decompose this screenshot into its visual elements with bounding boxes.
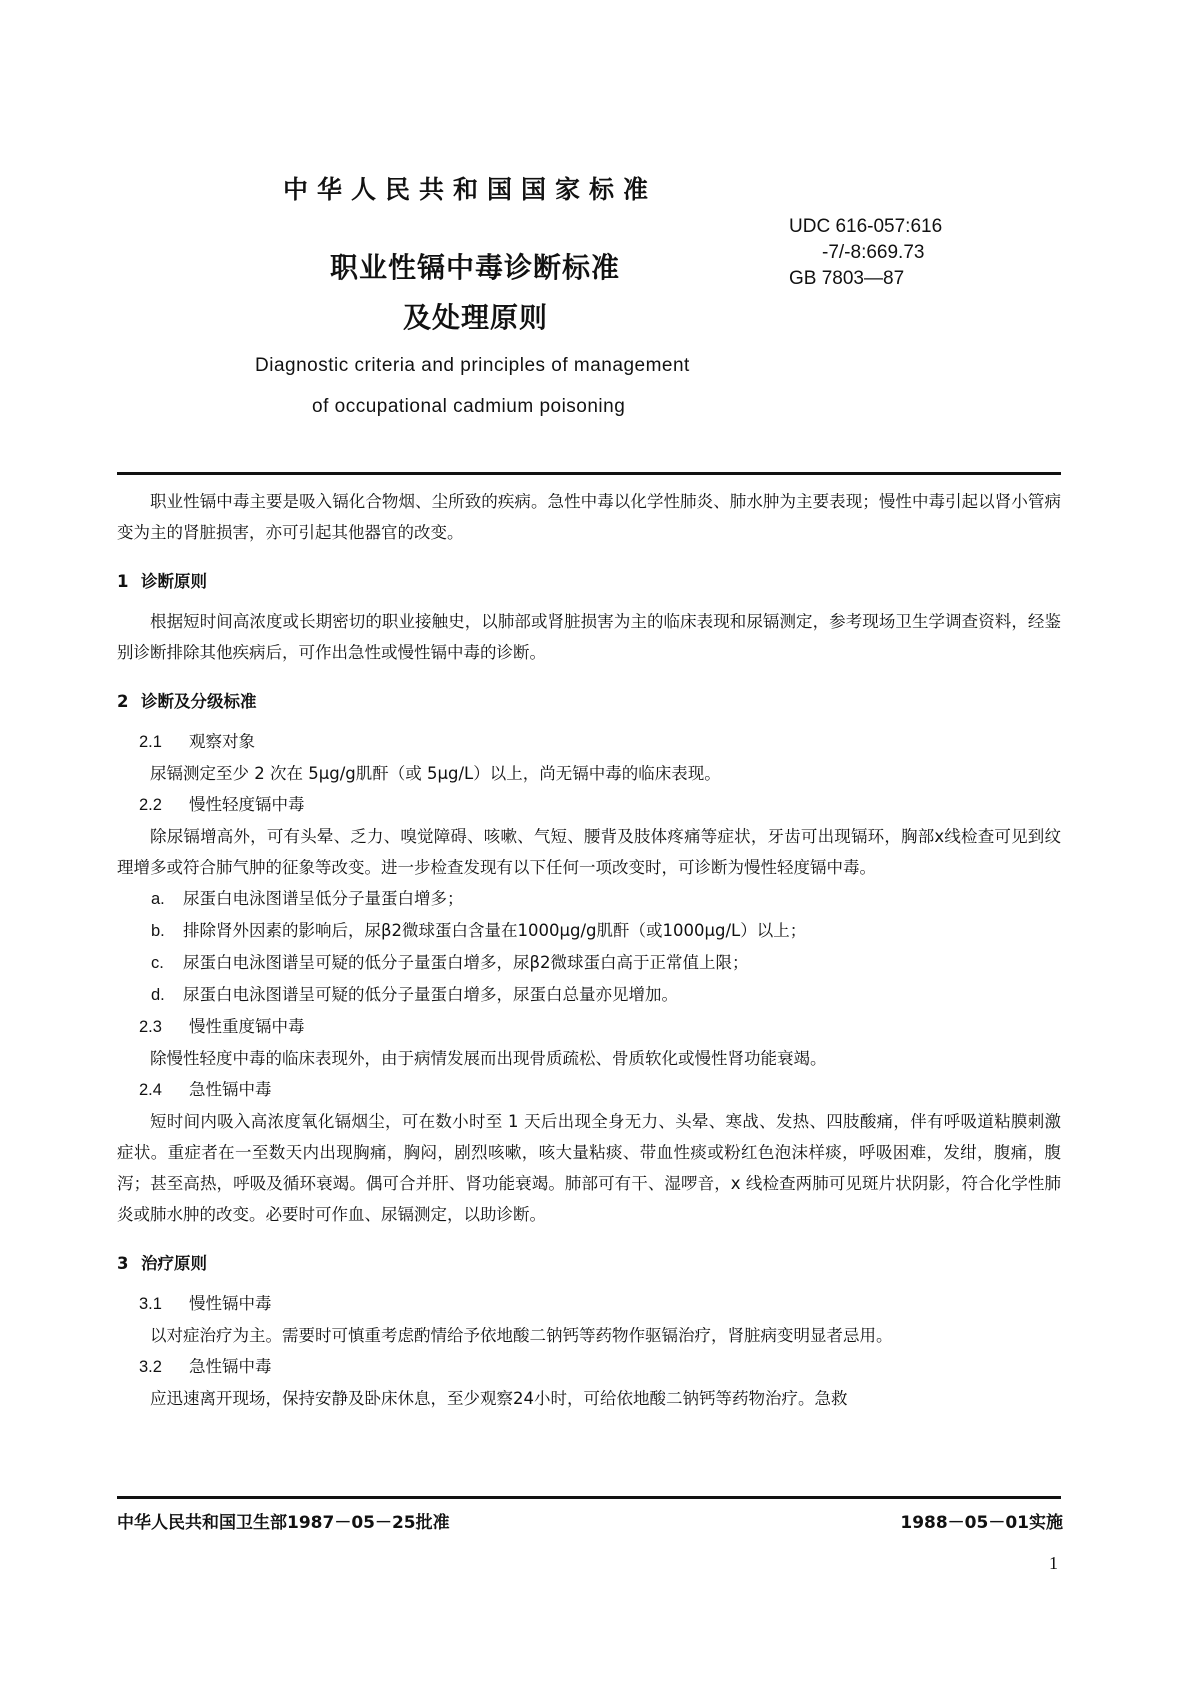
- document-title-line2: 及处理原则: [403, 301, 549, 334]
- section-title: 治疗原则: [141, 1254, 207, 1273]
- classification-codes: [789, 214, 942, 292]
- header-divider: [117, 472, 1061, 475]
- subsection-3-2-heading: [117, 1351, 1061, 1383]
- subsection-title: 慢性轻度镉中毒: [189, 795, 305, 814]
- subsection-number: 2.2: [139, 796, 162, 814]
- approval-date: 中华人民共和国卫生部1987－05－25批准: [117, 1513, 450, 1533]
- section-number: 2: [117, 692, 129, 711]
- subsection-2-4-paragraph: 短时间内吸入高浓度氧化镉烟尘，可在数小时至 1 天后出现全身无力、头晕、寒战、发热、四肢酸痛，伴有呼吸道粘膜刺激症状。重症者在一至数天内出现胸痛，胸闷，剧烈咳嗽，咳大量粘痰、带血性痰或粉红色泡沫样痰，呼吸困难，发绀，腹痛，腹泻；甚至高热，呼吸及循环衰竭。偶可合并肝、肾功能衰竭。肺部可有干、湿啰音，x 线检查两肺可见斑片状阴影，符合化学性肺炎或肺水肿的改变。必要时可作血、尿镉测定，以助诊断。: [117, 1112, 1061, 1224]
- subsection-2-3-heading: [117, 1011, 1061, 1043]
- list-text: 尿蛋白电泳图谱呈可疑的低分子量蛋白增多，尿β2微球蛋白高于正常值上限；: [183, 953, 749, 972]
- subsection-number: 2.1: [139, 733, 162, 751]
- subsection-2-3-paragraph: 除慢性轻度中毒的临床表现外，由于病情发展而出现骨质疏松、骨质软化或慢性肾功能衰竭。: [150, 1049, 827, 1068]
- english-title-line1: Diagnostic criteria and principles of management: [255, 355, 690, 376]
- subsection-title: 急性镉中毒: [189, 1357, 272, 1376]
- section-2-heading: [117, 686, 1061, 717]
- standard-name: 中华人民共和国国家标准: [283, 175, 658, 204]
- section-1-paragraph: 根据短时间高浓度或长期密切的职业接触史，以肺部或肾脏损害为主的临床表现和尿镉测定，参考现场卫生学调查资料，经鉴别诊断排除其他疾病后，可作出急性或慢性镉中毒的诊断。: [117, 612, 1061, 662]
- section-number: 1: [117, 572, 129, 591]
- subsection-title: 慢性重度镉中毒: [189, 1017, 305, 1036]
- subsection-number: 3.2: [139, 1358, 162, 1376]
- document-body: [117, 486, 1061, 1414]
- subsection-2-4-heading: [117, 1074, 1061, 1106]
- english-title-line2: of occupational cadmium poisoning: [312, 396, 626, 417]
- footer-divider: [117, 1496, 1061, 1499]
- subsection-2-1-heading: [117, 726, 1061, 758]
- list-text: 尿蛋白电泳图谱呈低分子量蛋白增多；: [183, 889, 464, 908]
- list-marker: d.: [151, 986, 165, 1004]
- subsection-2-2-heading: [117, 789, 1061, 821]
- subsection-number: 2.3: [139, 1018, 162, 1036]
- subsection-number: 2.4: [139, 1081, 162, 1099]
- subsection-number: 3.1: [139, 1295, 162, 1313]
- section-1-heading: [117, 566, 1061, 597]
- list-item-a: [117, 883, 1061, 915]
- subsection-title: 慢性镉中毒: [189, 1294, 272, 1313]
- list-marker: b.: [151, 922, 165, 940]
- section-3-heading: [117, 1248, 1061, 1279]
- document-title-line1: 职业性镉中毒诊断标准: [330, 251, 621, 284]
- section-number: 3: [117, 1254, 129, 1273]
- implementation-date: 1988－05－01实施: [900, 1513, 1063, 1533]
- list-text: 排除肾外因素的影响后，尿β2微球蛋白含量在1000μg/g肌酐（或1000μg/L）以上；: [183, 921, 807, 940]
- subsection-3-1-heading: [117, 1288, 1061, 1320]
- list-marker: c.: [151, 954, 164, 972]
- list-text: 尿蛋白电泳图谱呈可疑的低分子量蛋白增多，尿蛋白总量亦见增加。: [183, 985, 678, 1004]
- subsection-2-1-paragraph: 尿镉测定至少 2 次在 5μg/g肌酐（或 5μg/L）以上，尚无镉中毒的临床表现。: [150, 764, 721, 783]
- subsection-title: 观察对象: [189, 732, 255, 751]
- list-item-c: [117, 947, 1061, 979]
- subsection-title: 急性镉中毒: [189, 1080, 272, 1099]
- subsection-3-2-paragraph: 应迅速离开现场，保持安静及卧床休息，至少观察24小时，可给依地酸二钠钙等药物治疗。急救: [150, 1389, 848, 1408]
- list-item-d: [117, 979, 1061, 1011]
- page-number: 1: [1049, 1553, 1058, 1573]
- list-item-b: [117, 915, 1061, 947]
- udc-code-line1: UDC 616-057:616: [789, 216, 943, 237]
- section-title: 诊断及分级标准: [141, 692, 257, 711]
- subsection-3-1-paragraph: 以对症治疗为主。需要时可慎重考虑酌情给予依地酸二钠钙等药物作驱镉治疗，肾脏病变明显者忌用。: [150, 1326, 893, 1345]
- gb-code: GB 7803—87: [789, 268, 905, 289]
- section-title: 诊断原则: [141, 572, 207, 591]
- list-marker: a.: [151, 890, 165, 908]
- udc-code-line2: -7/-8:669.73: [822, 242, 925, 263]
- intro-paragraph: 职业性镉中毒主要是吸入镉化合物烟、尘所致的疾病。急性中毒以化学性肺炎、肺水肿为主要表现；慢性中毒引起以肾小管病变为主的肾脏损害，亦可引起其他器官的改变。: [117, 492, 1061, 542]
- subsection-2-2-paragraph: 除尿镉增高外，可有头晕、乏力、嗅觉障碍、咳嗽、气短、腰背及肢体疼痛等症状，牙齿可出现镉环，胸部x线检查可见到纹理增多或符合肺气肿的征象等改变。进一步检查发现有以下任何一项改变时，可诊断为慢性轻度镉中毒。: [117, 827, 1061, 877]
